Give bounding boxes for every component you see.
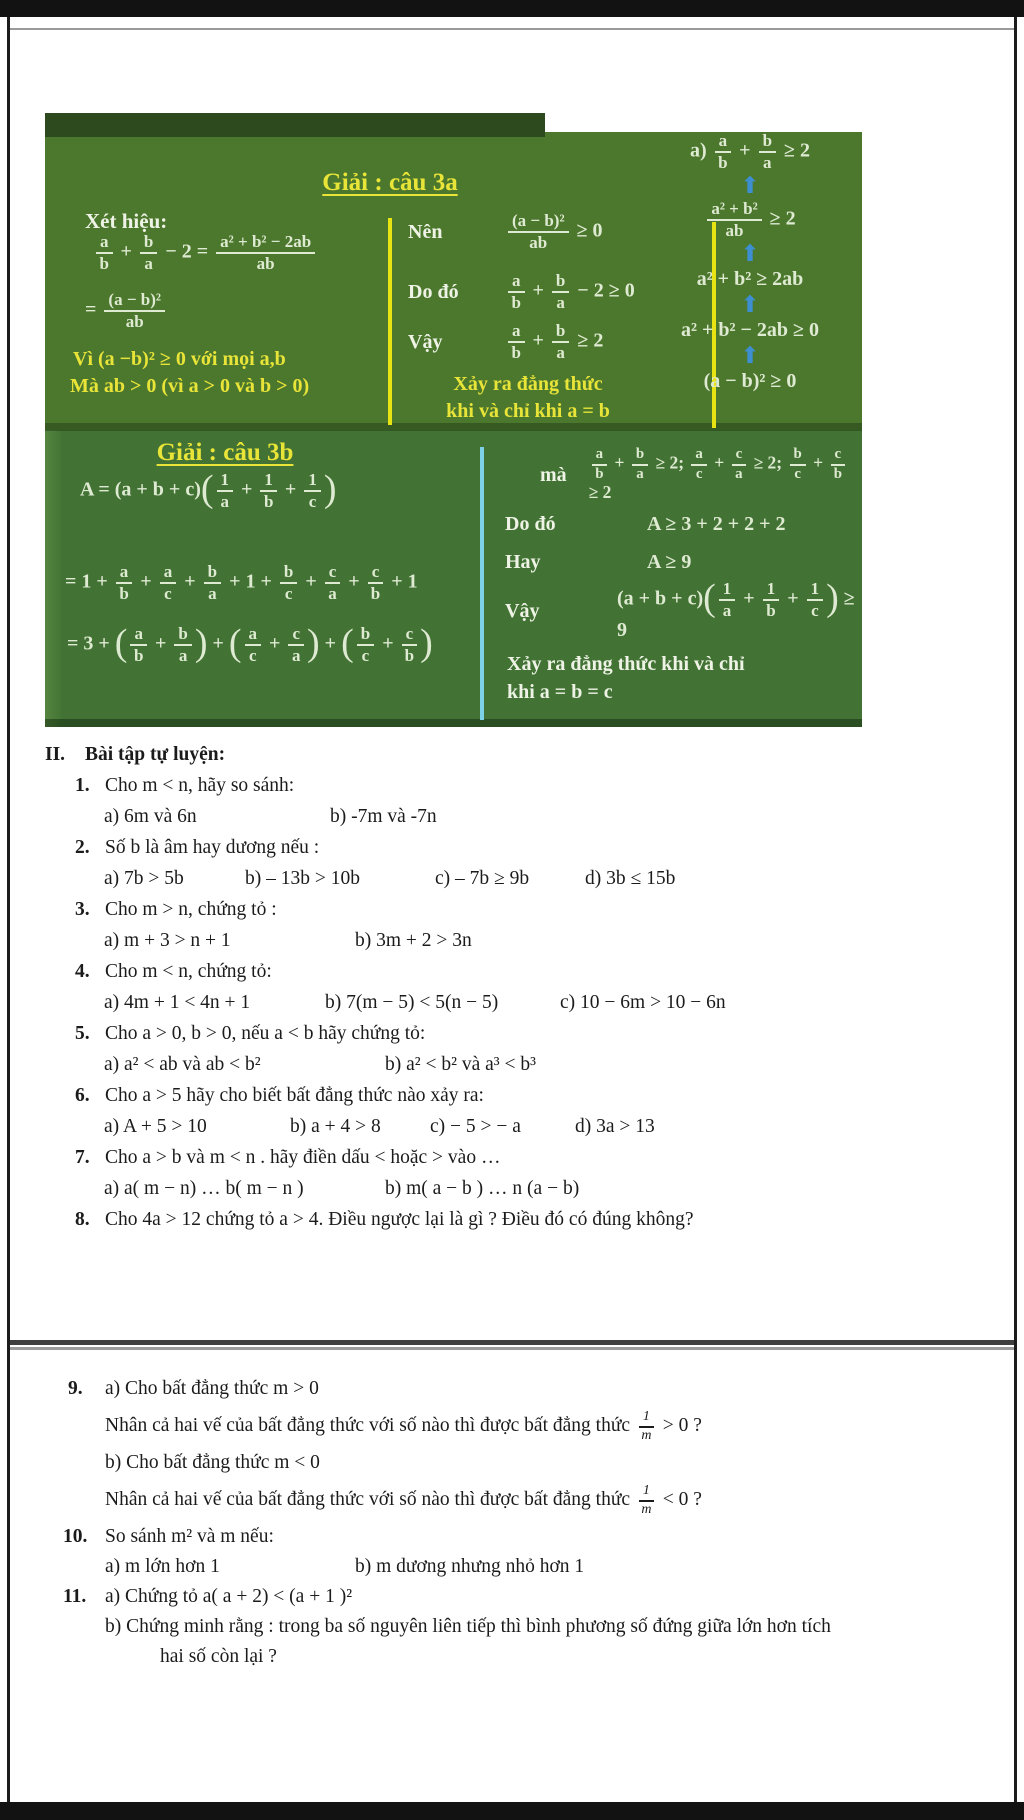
exercise-text: Cho m < n, chứng tỏ:	[105, 961, 272, 982]
formula-vay: $\frac{a}{b}$ + $\frac{b}{a}$ ≥ 2	[505, 322, 603, 362]
exercise-part: c) – 7b ≥ 9b	[435, 868, 530, 889]
exercise-parts	[104, 1049, 982, 1080]
exercise-number: 10.	[63, 1526, 88, 1547]
formula-3a-2: = $\frac{\text{(a − b)²}}{ab}$	[85, 291, 168, 331]
exercise-number: 6.	[75, 1085, 90, 1106]
exercise-part: b) m dương nhưng nhỏ hơn 1	[355, 1556, 585, 1577]
exercise-part: b) m( a − b ) … n (a − b)	[385, 1178, 580, 1199]
exercise-part: b) 7(m − 5) < 5(n − 5)	[325, 992, 499, 1013]
exercise-text: Số b là âm hay dương nếu :	[105, 837, 320, 858]
formula-nen: $\frac{\text{(a − b)²}}{ab}$ ≥ 0	[505, 212, 603, 252]
chain-step: $\frac{\text{a² + b²}}{ab}$ ≥ 2	[704, 200, 795, 240]
exercise-item	[42, 832, 982, 863]
formula-3b-2: = 1 + $\frac{a}{b}$ + $\frac{a}{c}$ + $\frac{b}{a}$ + 1 + $\frac{b}{c}$ + $\frac{c}{a}$ + $\frac{c}{b}$ + 1	[65, 562, 418, 603]
exercise-text: b) Chứng minh rằng : trong ba số nguyên liên tiếp thì bình phương số đứng giữa lớn hơn tích	[105, 1616, 831, 1637]
arrow-up-icon: ⬆	[740, 172, 760, 199]
exercise-part: a) 6m và 6n	[104, 806, 197, 827]
title-3a: Giải : câu 3a	[322, 169, 458, 196]
derivation-chain	[637, 131, 863, 394]
exercise-text: a) Chứng tỏ a( a + 2) < (a + 1 )²	[105, 1586, 353, 1607]
note-vi: Vì (a −b)² ≥ 0 với mọi a,b	[73, 348, 286, 370]
exercise-text: b) Cho bất đẳng thức m < 0	[105, 1452, 320, 1473]
exercise-item	[42, 956, 982, 987]
exercise-item	[42, 1204, 982, 1235]
arrow-up-icon: ⬆	[740, 291, 760, 318]
exercise-section-page2	[50, 1374, 980, 1672]
exercise-text: Cho a > 0, b > 0, nếu a < b hãy chứng tỏ:	[105, 1023, 426, 1044]
formula-dodo-3b: A ≥ 3 + 2 + 2 + 2	[647, 513, 786, 535]
exercise-text: a) Cho bất đẳng thức m > 0	[105, 1378, 319, 1399]
board-dark-top-strip	[45, 113, 545, 137]
chain-step: (a − b)² ≥ 0	[703, 369, 797, 392]
exercise-text: Nhân cả hai vế của bất đẳng thức với số nào thì được bất đẳng thức $\frac{1}{m}$ < 0 ?	[105, 1482, 702, 1517]
exercise-part: a) m lớn hơn 1	[105, 1556, 220, 1577]
exercise-section	[42, 739, 982, 1235]
exercise-item	[42, 1018, 982, 1049]
board-white-notch	[545, 113, 862, 132]
page-top-rule	[10, 28, 1014, 30]
exercise-number: 7.	[75, 1147, 90, 1168]
label-vay: Vậy	[408, 330, 443, 353]
exercise-item	[42, 1080, 982, 1111]
exercise-parts	[104, 1173, 982, 1204]
exercise-part: b) 3m + 2 > 3n	[355, 930, 472, 951]
label-nen: Nên	[408, 220, 443, 243]
exercise-item	[50, 1374, 980, 1404]
exercise-text: Cho a > b và m < n . hãy điền dấu < hoặc > vào …	[105, 1147, 501, 1168]
exercise-item	[42, 1142, 982, 1173]
exercise-part: a) A + 5 > 10	[104, 1116, 207, 1137]
page-break-light-line	[10, 1347, 1014, 1350]
label-dodo: Do đó	[408, 280, 459, 303]
exercise-parts	[104, 925, 982, 956]
exercise-part: d) 3b ≤ 15b	[585, 868, 676, 889]
mid-row-vay	[408, 315, 603, 369]
formula-3a-1: $\frac{a}{b}$ + $\frac{b}{a}$ − 2 = $\frac{\text{a² + b² − 2ab}}{ab}$	[93, 233, 318, 273]
formula-hay: A ≥ 9	[647, 551, 692, 573]
row-hay	[505, 551, 691, 574]
exercise-part: b) -7m và -7n	[330, 806, 437, 827]
formula-ma: $\frac{a}{b}$ + $\frac{b}{a}$ ≥ 2; $\frac{a}{c}$ + $\frac{c}{a}$ ≥ 2; $\frac{b}{c}$ + $\frac{c}{b}$ ≥ 2	[589, 447, 862, 503]
formula-3b-1: A = (a + b + c)( $\frac{1}{a}$ + $\frac{1}{b}$ + $\frac{1}{c}$ )	[80, 467, 337, 511]
row-ma	[540, 447, 862, 503]
row-dodo-3b	[505, 513, 786, 536]
label-vay-3b: Vậy	[505, 599, 540, 622]
exercise-number: 3.	[75, 899, 90, 920]
exercise-text: Cho a > 5 hãy cho biết bất đẳng thức nào xảy ra:	[105, 1085, 484, 1106]
exercise-part: a) m + 3 > n + 1	[104, 930, 231, 951]
blue-divider-line	[480, 447, 484, 720]
exercise-parts	[104, 1111, 982, 1142]
exercise-text: So sánh m² và m nếu:	[105, 1526, 274, 1547]
conclusion-3b-line1: Xảy ra đẳng thức khi và chỉ	[507, 653, 745, 675]
page-break-dark-line	[10, 1340, 1014, 1345]
exercise-number: 11.	[63, 1586, 87, 1607]
exercise-part: a) 7b > 5b	[104, 868, 184, 889]
page-break-divider	[10, 1340, 1014, 1350]
right-border-line	[1014, 17, 1017, 1802]
exercise-number: 1.	[75, 775, 90, 796]
exercise-part: c) 10 − 6m > 10 − 6n	[560, 992, 726, 1013]
exercise-number: 5.	[75, 1023, 90, 1044]
heading-text: Bài tập tự luyện:	[85, 744, 226, 765]
note-ma: Mà ab > 0 (vì a > 0 và b > 0)	[70, 375, 310, 397]
exercise-part: a) 4m + 1 < 4n + 1	[104, 992, 251, 1013]
exercise-part: d) 3a > 13	[575, 1116, 655, 1137]
exercise-parts	[104, 987, 982, 1018]
heading-numeral: II.	[45, 744, 66, 765]
blackboard-photo	[45, 113, 862, 727]
label-dodo-3b: Do đó	[505, 513, 556, 535]
exercise-number: 2.	[75, 837, 90, 858]
exercise-number: 4.	[75, 961, 90, 982]
exercise-part: b) a + 4 > 8	[290, 1116, 381, 1137]
formula-3b-3: = 3 + ( $\frac{a}{b}$ + $\frac{b}{a}$ ) + ( $\frac{a}{c}$ + $\frac{c}{a}$ ) + ( $\frac{b}{c}$ + $\frac{c}{b}$ )	[67, 621, 433, 665]
label-ma: mà	[540, 463, 567, 486]
exercise-text: Cho m < n, hãy so sánh:	[105, 775, 295, 796]
exercise-part: a) a( m − n) … b( m − n )	[104, 1178, 304, 1199]
board-bottom-edge	[45, 719, 862, 727]
chain-step: a) $\frac{a}{b}$ + $\frac{b}{a}$ ≥ 2	[689, 131, 811, 172]
bottom-border-bar	[0, 1802, 1024, 1820]
row-vay-3b	[505, 573, 862, 649]
exercise-item	[42, 770, 982, 801]
exercise-text: Cho m > n, chứng tỏ :	[105, 899, 277, 920]
mid-row-dodo	[408, 265, 635, 319]
exercise-item	[50, 1522, 980, 1552]
exercise-part: b) – 13b > 10b	[245, 868, 360, 889]
exercise-text: hai số còn lại ?	[160, 1646, 277, 1667]
left-border-line	[7, 17, 10, 1802]
exercise-parts	[105, 1552, 980, 1582]
mid-row-nen	[408, 205, 603, 259]
exercise-part: b) a² < b² và a³ < b³	[385, 1054, 536, 1075]
conclusion-3a	[393, 371, 663, 425]
exercise-text: Cho 4a > 12 chứng tỏ a > 4. Điều ngược lại là gì ? Điều đó có đúng không?	[105, 1209, 694, 1230]
chain-step: a² + b² − 2ab ≥ 0	[680, 318, 819, 341]
title-3b: Giải : câu 3b	[156, 439, 294, 466]
exercise-number: 9.	[68, 1378, 83, 1399]
top-border-bar	[0, 0, 1024, 17]
exercise-text: Nhân cả hai vế của bất đẳng thức với số nào thì được bất đẳng thức $\frac{1}{m}$ > 0 ?	[105, 1408, 702, 1443]
conclusion-3a-line1: Xảy ra đẳng thức	[453, 373, 603, 395]
conclusion-3a-line2: khi và chỉ khi a = b	[446, 400, 610, 422]
exercise-number: 8.	[75, 1209, 90, 1230]
exercise-parts	[104, 863, 982, 894]
exercise-item	[42, 894, 982, 925]
arrow-up-icon: ⬆	[740, 342, 760, 369]
exercise-parts	[104, 801, 982, 832]
label-xet-hieu: Xét hiệu:	[85, 209, 168, 233]
exercise-part: a) a² < ab và ab < b²	[104, 1054, 261, 1075]
label-hay: Hay	[505, 551, 541, 573]
exercise-heading	[42, 739, 982, 770]
formula-vay-3b: (a + b + c)( $\frac{1}{a}$ + $\frac{1}{b}$ + $\frac{1}{c}$ ) ≥ 9	[617, 576, 855, 642]
arrow-up-icon: ⬆	[740, 240, 760, 267]
exercise-part: c) − 5 > − a	[430, 1116, 521, 1137]
yellow-divider-line-1	[388, 218, 392, 425]
conclusion-3b-line2: khi a = b = c	[507, 681, 613, 703]
exercise-item	[50, 1582, 980, 1612]
formula-dodo: $\frac{a}{b}$ + $\frac{b}{a}$ − 2 ≥ 0	[505, 272, 635, 312]
chain-step: a² + b² ≥ 2ab	[696, 267, 804, 290]
